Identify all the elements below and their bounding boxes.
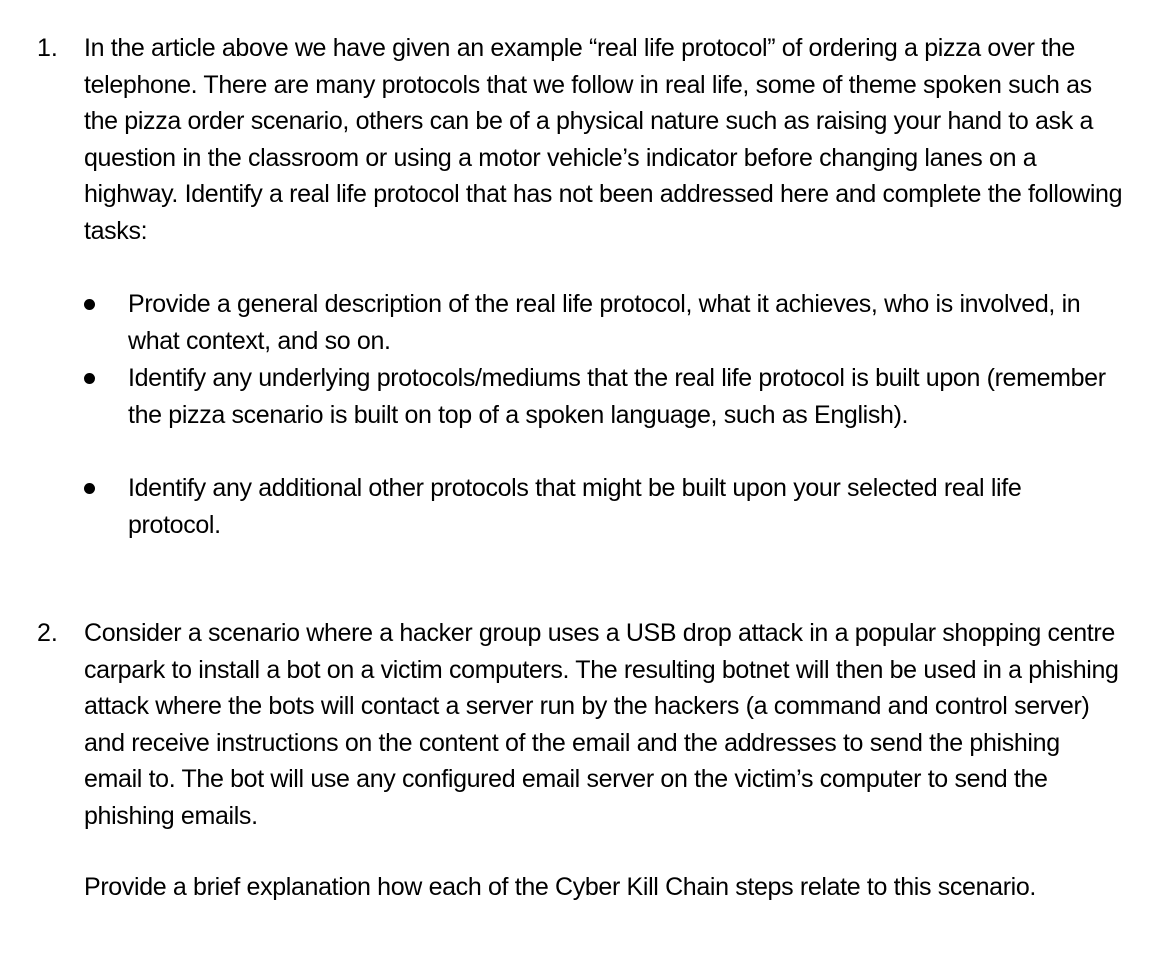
task-text: Provide a general description of the real life protocol, what it achieves, who is involved, in what context, and so on. [128, 290, 1081, 355]
question-1-text: In the article above we have given an example “real life protocol” of ordering a pizza over the telephone. There are many protocols that we follow in real life, some of theme spoken such as the pizza order scenario, others can be of a physical nature such as raising your hand to ask a question in the classroom or using a motor vehicle’s indicator before changing lanes on a highway. Identify a real life protocol that has not been addressed here and complete the following tasks: [84, 34, 1123, 245]
question-1-number: 1. [37, 34, 58, 62]
question-2-followup: Provide a brief explanation how each of the Cyber Kill Chain steps relate to this scenario. [84, 873, 1037, 901]
task-text: Identify any additional other protocols that might be built upon your selected real life protocol. [128, 474, 1022, 539]
bullet-icon [84, 483, 95, 494]
task-text: Identify any underlying protocols/mediums that the real life protocol is built upon (remember the pizza scenario is built on top of a spoken language, such as English). [128, 364, 1106, 429]
bullet-icon [84, 373, 95, 384]
question-2-text: Consider a scenario where a hacker group uses a USB drop attack in a popular shopping centre carpark to install a bot on a victim computers. The resulting botnet will then be used in a phishing attack where the bots will contact a server run by the hackers (a command and control server) and receive instructions on the content of the email and the addresses to send the phishing email to. The bot will use any configured email server on the victim’s computer to send the phishing emails. [84, 619, 1119, 830]
question-2-number: 2. [37, 619, 58, 647]
bullet-icon [84, 299, 95, 310]
